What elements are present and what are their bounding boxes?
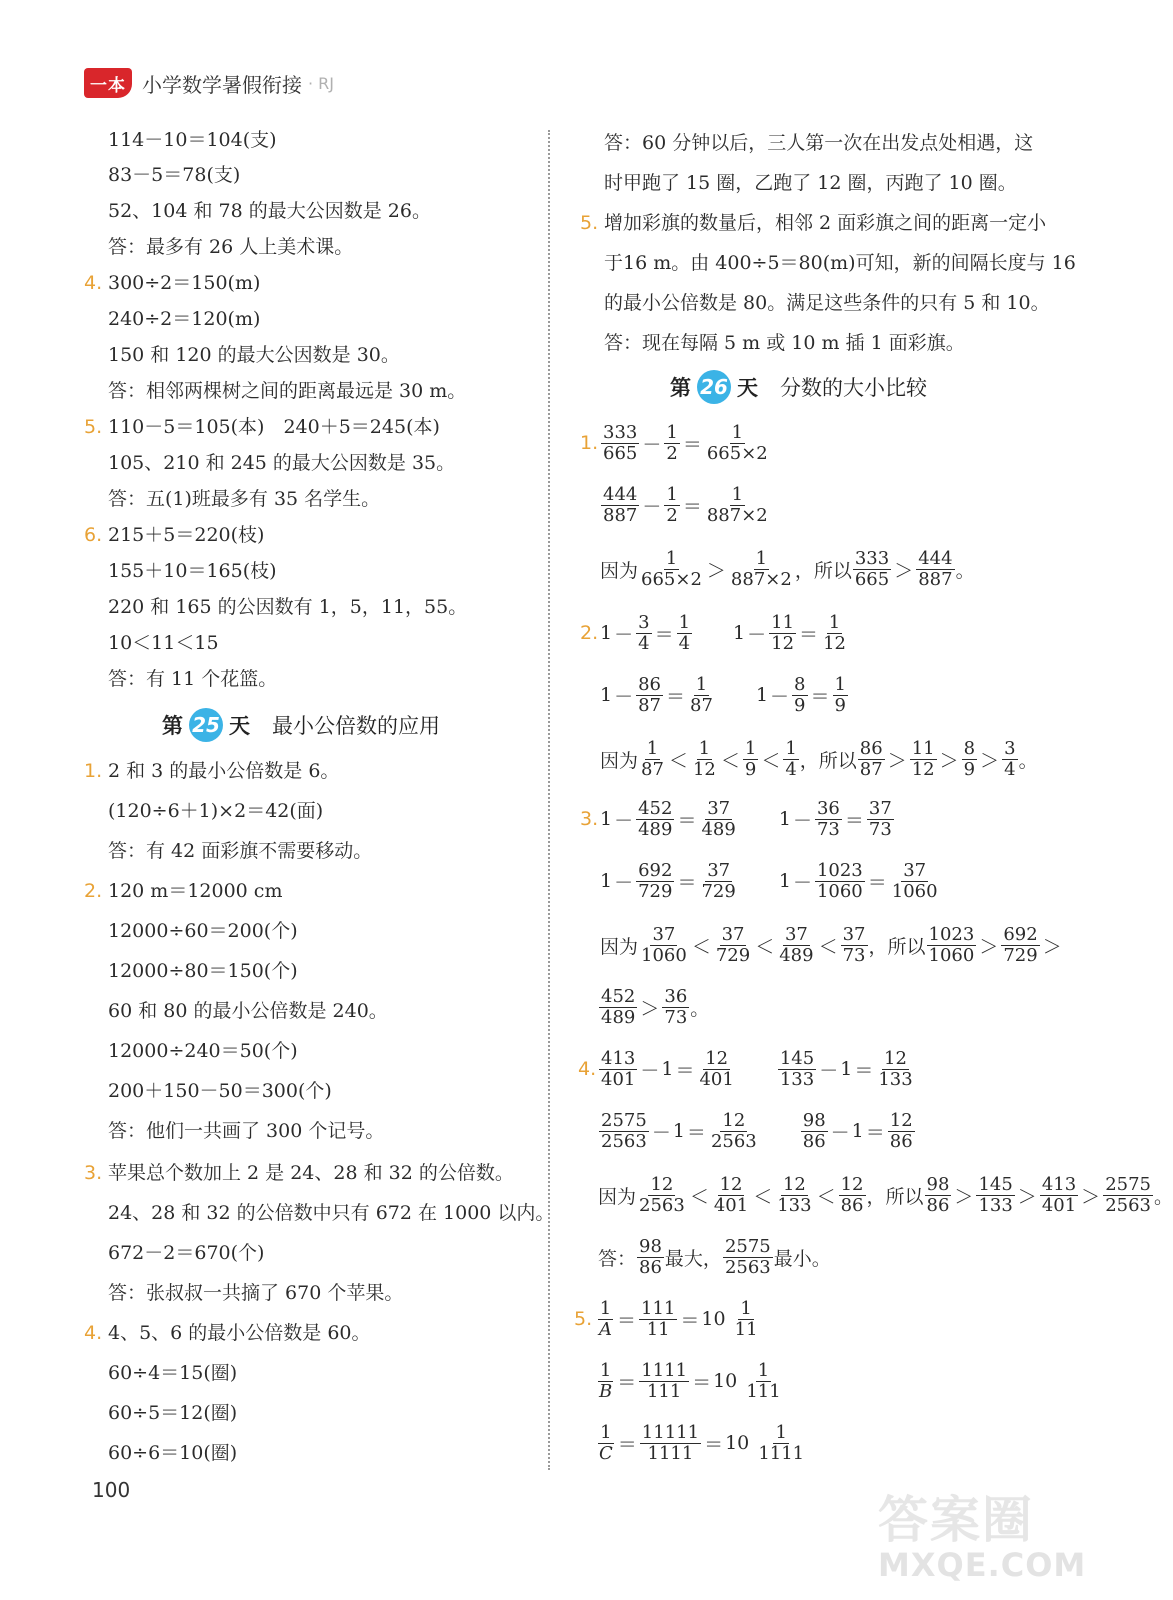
fraction: 8 9 — [963, 737, 976, 780]
answer-line: 2 和 3 的最小公倍数是 6。 — [108, 760, 340, 782]
answer-line: 答：张叔叔一共摘了 670 个苹果。 — [108, 1282, 404, 1304]
day-suffix: 天 — [737, 376, 758, 400]
day-number-badge: 25 — [189, 708, 223, 742]
answer-line: 答：相邻两棵树之间的距离最远是 30 m。 — [108, 380, 467, 402]
fraction: 86 87 — [638, 673, 662, 716]
math-line: 2575 2563 － 1 ＝ 12 2563 98 86 － 1 ＝ 12 86 — [601, 1109, 913, 1152]
fraction: 1 665×2 — [641, 547, 702, 590]
fraction: 413 401 — [1041, 1173, 1077, 1216]
watermark-text: 答案圈 — [878, 1491, 1034, 1549]
answer-line: 12000÷240＝50(个) — [108, 1040, 298, 1062]
fraction: 98 86 — [639, 1235, 662, 1278]
fraction: 37 1060 — [641, 923, 687, 966]
fraction: 1 C — [599, 1421, 613, 1464]
answer-line: 时甲跑了 15 圈，乙跑了 12 圈，丙跑了 10 圈。 — [604, 172, 1017, 194]
fraction: 1 12 — [692, 737, 716, 780]
math-line: 1 － 3 4 ＝ 1 4 1 － 11 12 ＝ 1 12 — [600, 611, 846, 654]
answer-line: 110－5＝105(本) 240＋5＝245(本) — [108, 416, 440, 438]
fraction: 111 11 — [641, 1297, 676, 1340]
watermark-url: MXQE.COM — [878, 1546, 1087, 1584]
mixed-number: 10 1 111 — [713, 1359, 781, 1402]
fraction: 11 12 — [911, 737, 935, 780]
series-title: 小学数学暑假衔接 — [142, 72, 302, 97]
answer-line: 答：五(1)班最多有 35 名学生。 — [108, 488, 381, 510]
answer-line: 答：现在每隔 5 m 或 10 m 插 1 面彩旗。 — [604, 332, 965, 354]
fraction: 1 A — [599, 1297, 612, 1340]
fraction: 1 2 — [666, 421, 678, 464]
fraction: 1 887×2 — [730, 547, 792, 590]
fraction: 12 86 — [840, 1173, 864, 1216]
answer-line: 240÷2＝120(m) — [108, 308, 261, 330]
question-number: 3. — [84, 1162, 103, 1184]
section-title: 分数的大小比较 — [780, 376, 927, 400]
fraction: 37 489 — [701, 797, 736, 840]
answer-line: 答：有 42 面彩旗不需要移动。 — [108, 840, 373, 862]
answer-line: 答：有 11 个花篮。 — [108, 668, 278, 690]
fraction: 452 489 — [601, 985, 636, 1028]
math-line: 1 － 452 489 ＝ 37 489 1 － 36 73 ＝ 37 73 — [600, 797, 892, 840]
day-prefix: 第 — [670, 376, 691, 400]
fraction: 3 4 — [638, 611, 650, 654]
fraction: 2575 2563 — [601, 1109, 647, 1152]
question-number: 6. — [84, 524, 103, 546]
answer-line: 114－10＝104(支) — [108, 129, 277, 151]
fraction: 2575 2563 — [1105, 1173, 1151, 1216]
fraction: 37 489 — [779, 923, 814, 966]
fraction: 11111 1111 — [641, 1421, 700, 1464]
answer-line: 120 m＝12000 cm — [108, 880, 283, 902]
fraction: 1 87 — [690, 673, 713, 716]
fraction: 36 73 — [816, 797, 840, 840]
fraction: 333 665 — [603, 421, 638, 464]
fraction: 8 9 — [794, 673, 806, 716]
question-number: 1. — [580, 432, 599, 454]
fraction: 1 12 — [823, 611, 846, 654]
fraction: 692 729 — [1003, 923, 1038, 966]
fraction: 413 401 — [601, 1047, 636, 1090]
answer-line: 155＋10＝165(枝) — [108, 560, 277, 582]
fraction: 1 665×2 — [706, 421, 768, 464]
question-number: 2. — [84, 880, 103, 902]
question-number: 5. — [84, 416, 103, 438]
answer-line: 220 和 165 的公因数有 1，5，11，55。 — [108, 596, 468, 618]
fraction: 12 401 — [713, 1173, 749, 1216]
day-prefix: 第 — [162, 714, 183, 738]
answer-line: 答：他们一共画了 300 个记号。 — [108, 1120, 385, 1142]
math-line: 因为 1 665×2 ＞ 1 887×2 ，所以 333 665 ＞ 444 887 。 — [600, 547, 975, 590]
fraction: 3 4 — [1004, 737, 1016, 780]
math-line: 444 887 － 1 2 ＝ 1 887×2 — [603, 483, 768, 526]
math-line: 1 C ＝ 11111 1111 ＝ 10 1 1111 — [596, 1416, 807, 1470]
page-header — [84, 66, 334, 100]
fraction: 145 133 — [779, 1047, 815, 1090]
section-title: 最小公倍数的应用 — [272, 714, 440, 738]
answer-line: 150 和 120 的最大公因数是 30。 — [108, 344, 400, 366]
fraction: 1023 1060 — [928, 923, 975, 966]
page-number: 100 — [92, 1478, 131, 1502]
fraction: 2575 2563 — [724, 1235, 771, 1278]
fraction: 1 4 — [678, 611, 691, 654]
fraction: 12 2563 — [639, 1173, 685, 1216]
fraction: 444 887 — [603, 483, 638, 526]
mixed-number: 10 1 11 — [701, 1297, 758, 1340]
math-line: 因为 37 1060 ＜ 37 729 ＜ 37 489 ＜ 37 73 ，所以 1023 1060 ＞ 692 729 ＞ — [600, 923, 1062, 966]
question-number: 4. — [578, 1058, 597, 1080]
fraction: 1023 1060 — [816, 859, 863, 902]
day-suffix: 天 — [229, 714, 250, 738]
math-line: 因为 1 87 ＜ 1 12 ＜ 1 9 ＜ 1 4 ，所以 86 87 ＞ 11 12 ＞ 8 9 ＞ 3 4 。 — [600, 737, 1038, 780]
edition-label: · RJ — [308, 73, 335, 93]
fraction: 37 729 — [715, 923, 751, 966]
brand-logo: 一本 — [84, 68, 132, 98]
answer-line: 215＋5＝220(枝) — [108, 524, 265, 546]
fraction: 692 729 — [638, 859, 673, 902]
answer-line: 83－5＝78(支) — [108, 164, 241, 186]
answer-line: 12000÷80＝150(个) — [108, 960, 298, 982]
answer-line: 60÷4＝15(圈) — [108, 1362, 238, 1384]
fraction: 12 2563 — [710, 1109, 757, 1152]
math-line: 1 A ＝ 111 11 ＝ 10 1 11 — [596, 1292, 761, 1346]
section-heading-day25 — [162, 708, 440, 742]
fraction: 145 133 — [978, 1173, 1013, 1216]
fraction: 37 729 — [701, 859, 736, 902]
watermark — [870, 1480, 1087, 1590]
fraction: 98 86 — [926, 1173, 950, 1216]
math-line: 452 489 ＞ 36 73 。 — [601, 985, 710, 1028]
math-line: 413 401 － 1 ＝ 12 401 145 133 － 1 ＝ 12 133 — [601, 1047, 913, 1090]
math-line: 1 － 692 729 ＝ 37 729 1 － 1023 1060 ＝ 37 1060 — [600, 859, 938, 902]
fraction: 12 133 — [878, 1047, 913, 1090]
fraction: 37 73 — [842, 923, 866, 966]
fraction: 37 73 — [868, 797, 892, 840]
fraction: 12 133 — [777, 1173, 812, 1216]
answer-line: 672－2＝670(个) — [108, 1242, 265, 1264]
answer-line: 60÷5＝12(圈) — [108, 1402, 238, 1424]
fraction: 1 4 — [785, 737, 797, 780]
question-number: 4. — [84, 1322, 103, 1344]
math-line: 333 665 － 1 2 ＝ 1 665×2 — [603, 421, 768, 464]
fraction: 444 887 — [918, 547, 953, 590]
fraction: 1 887×2 — [706, 483, 768, 526]
question-number: 2. — [580, 622, 599, 644]
math-line: 答： 98 86 最大， 2575 2563 最小。 — [598, 1235, 831, 1278]
fraction: 1 2 — [666, 483, 678, 526]
fraction: 1 B — [599, 1359, 613, 1402]
answer-line: 60 和 80 的最小公倍数是 240。 — [108, 1000, 388, 1022]
fraction: 1 9 — [744, 737, 757, 780]
fraction: 37 1060 — [891, 859, 938, 902]
answer-line: 苹果总个数加上 2 是 24、28 和 32 的公倍数。 — [108, 1162, 514, 1184]
fraction: 11 12 — [771, 611, 795, 654]
answer-line: (120÷6＋1)×2＝42(面) — [108, 800, 324, 822]
question-number: 3. — [580, 808, 599, 830]
section-heading-day26 — [670, 370, 927, 404]
fraction: 1 9 — [834, 673, 846, 716]
answer-line: 200＋150－50＝300(个) — [108, 1080, 332, 1102]
fraction: 452 489 — [638, 797, 673, 840]
answer-line: 10＜11＜15 — [108, 632, 219, 654]
math-line: 因为 12 2563 ＜ 12 401 ＜ 12 133 ＜ 12 86 ，所以 98 86 ＞ 145 133 ＞ 413 401 ＞ 2575 2563 。 — [598, 1173, 1173, 1216]
fraction: 12 401 — [699, 1047, 734, 1090]
math-line: 1 B ＝ 1111 111 ＝ 10 1 111 — [596, 1354, 784, 1408]
day-number-badge: 26 — [697, 370, 731, 404]
question-number: 5. — [580, 212, 599, 234]
answer-line: 4、5、6 的最小公倍数是 60。 — [108, 1322, 371, 1344]
answer-line: 12000÷60＝200(个) — [108, 920, 298, 942]
answer-line: 105、210 和 245 的最大公因数是 35。 — [108, 452, 456, 474]
question-number: 4. — [84, 272, 103, 294]
fraction: 98 86 — [802, 1109, 826, 1152]
answer-line: 52、104 和 78 的最大公因数是 26。 — [108, 200, 431, 222]
question-number: 5. — [574, 1308, 593, 1330]
fraction: 333 665 — [854, 547, 890, 590]
answer-line: 的最小公倍数是 80。满足这些条件的只有 5 和 10。 — [604, 292, 1050, 314]
fraction: 1111 111 — [641, 1359, 688, 1402]
mixed-number: 10 1 1111 — [725, 1421, 805, 1464]
answer-line: 答：最多有 26 人上美术课。 — [108, 236, 354, 258]
answer-line: 300÷2＝150(m) — [108, 272, 261, 294]
answer-line: 答：60 分钟以后，三人第一次在出发点处相遇，这 — [604, 132, 1034, 154]
fraction: 1 87 — [641, 737, 664, 780]
fraction: 86 87 — [859, 737, 883, 780]
answer-line: 增加彩旗的数量后，相邻 2 面彩旗之间的距离一定小 — [604, 212, 1047, 234]
math-line: 1 － 86 87 ＝ 1 87 1 － 8 9 ＝ 1 9 — [600, 673, 846, 716]
column-divider — [548, 130, 550, 1470]
answer-line: 60÷6＝10(圈) — [108, 1442, 238, 1464]
answer-line: 24、28 和 32 的公倍数中只有 672 在 1000 以内。 — [108, 1202, 555, 1224]
question-number: 1. — [84, 760, 103, 782]
answer-line: 于16 m。由 400÷5＝80(m)可知，新的间隔长度与 16 — [604, 252, 1076, 274]
fraction: 36 73 — [664, 985, 688, 1028]
fraction: 12 86 — [889, 1109, 913, 1152]
